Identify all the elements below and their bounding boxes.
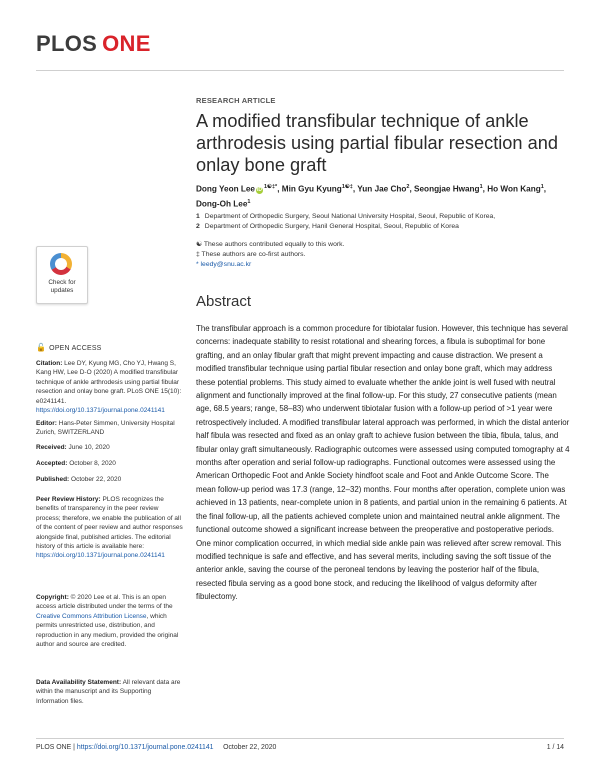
received-block — [36, 443, 184, 452]
accepted-date: October 8, 2020 — [69, 460, 116, 467]
copyright-block — [36, 593, 184, 649]
footer-citation — [36, 744, 276, 751]
peer-review-link[interactable]: https://doi.org/10.1371/journal.pone.0241141 — [36, 552, 165, 560]
abstract-heading: Abstract — [196, 293, 252, 310]
author-name[interactable]: Dong-Oh Lee — [196, 199, 248, 209]
logo-plos: PLOS — [36, 31, 98, 56]
logo-one: ONE — [102, 31, 151, 56]
copyright-text-1: © 2020 Lee et al. This is an open access article distributed under the terms of the — [36, 594, 173, 611]
received-date: June 10, 2020 — [68, 444, 110, 451]
open-lock-icon: 🔓 — [36, 343, 47, 352]
corresponding-email-link[interactable]: * leedy@snu.ac.kr — [196, 261, 252, 268]
check-for-updates-badge[interactable] — [36, 246, 88, 304]
affiliation — [196, 222, 570, 232]
published-block — [36, 475, 184, 484]
citation-label: Citation: — [36, 360, 63, 367]
author-sup: 1 — [540, 184, 544, 190]
author-sup: 1☯‡* — [264, 184, 278, 190]
author-sup: 1☯‡ — [341, 184, 353, 190]
header-divider — [36, 70, 564, 71]
co-first-author-note: ‡ These authors are co-first authors. — [196, 251, 306, 258]
author-notes — [196, 240, 570, 270]
editor-block — [36, 419, 184, 438]
footer-doi-link[interactable]: https://doi.org/10.1371/journal.pone.0241141 — [76, 744, 214, 751]
article-type: RESEARCH ARTICLE — [196, 96, 276, 105]
affiliation-text: Department of Orthopedic Surgery, Seoul National University Hospital, Seoul, Republic of Korea, — [204, 213, 496, 220]
footer-divider — [36, 738, 564, 739]
data-availability-label: Data Availability Statement: — [36, 679, 122, 686]
author-sup: 2 — [406, 184, 410, 190]
published-label: Published: — [36, 476, 70, 483]
article-title: A modified transfibular technique of ankle arthrodesis using partial fibular resection and onlay bone graft — [196, 111, 558, 175]
data-availability-text: All relevant data are within the manuscript and its Supporting Information files. — [36, 679, 181, 705]
plos-one-logo[interactable] — [36, 31, 151, 57]
author-sup: 1 — [247, 198, 251, 205]
page-number: 1 / 14 — [546, 744, 564, 751]
accepted-label: Accepted: — [36, 460, 68, 467]
author-name[interactable]: Min Gyu Kyung — [281, 184, 342, 194]
peer-review-text: PLOS recognizes the benefits of transparency in the peer review process; therefore, we enable the publication of all of the content of peer review and author responses alongside final, published articles. The editorial history of this article is available here: — [36, 496, 183, 551]
badge-label: Check for updates — [48, 279, 76, 294]
affiliation-text: Department of Orthopedic Surgery, Hanil General Hospital, Seoul, Republic of Korea — [204, 223, 459, 230]
accepted-block — [36, 459, 184, 468]
author-name[interactable]: Dong Yeon Lee — [196, 184, 255, 194]
author-name[interactable]: Seongjae Hwang — [414, 184, 480, 194]
affiliation-number: 2 — [196, 223, 200, 230]
data-availability-block — [36, 678, 184, 706]
equal-contribution-note: ☯ These authors contributed equally to this work. — [196, 241, 345, 248]
citation-block — [36, 359, 184, 415]
author-list: Dong Yeon Lee iD $^{1☯\ddagger*}$, Min Gyu Kyung$^{1☯\ddagger}$, Yun Jae Cho$^2$, Seongjae Hwang$^1$, Ho Won Kang$^1$, Dong-Oh Lee$^1$ — [196, 184, 547, 209]
author-name[interactable]: Yun Jae Cho — [357, 184, 407, 194]
footer-journal: PLOS ONE — [36, 744, 72, 751]
footer-separator: | — [73, 744, 75, 751]
copyright-text-2: , which permits unrestricted use, distribution, and reproduction in any medium, provided the original author and source are credited. — [36, 612, 179, 649]
citation-doi-link[interactable]: https://doi.org/10.1371/journal.pone.0241141 — [36, 407, 165, 415]
affiliation — [196, 212, 570, 222]
affiliation-number: 1 — [196, 213, 200, 220]
editor-text: Hans-Peter Simmen, University Hospital Zurich, SWITZERLAND — [36, 420, 175, 437]
footer-date: October 22, 2020 — [223, 744, 277, 751]
cc-license-link[interactable]: Creative Commons Attribution License — [36, 612, 147, 620]
copyright-label: Copyright: — [36, 594, 69, 601]
peer-review-block — [36, 495, 184, 561]
author-sup: 1 — [479, 184, 483, 190]
abstract-text: The transfibular approach is a common procedure for tibiotalar fusion. However, this technique has several concerns: inadequate stability to resist rotational and shearing forces, a fibula is suboptimal for bone grafting, and an onlay fibular graft that might prevent impacting and cause distraction. We present a modified transfibular technique using partial fibular resection and onlay bone graft, which may address these potential problems. This study aimed to evaluate whether the ankle joint is well fused with neutral alignment and functionally improved at the final follow-up. For this study, 27 consecutive patients (mean age, 68.5 years; range, 58–83) who underwent tibiotalar fusion with a follow-up period of >1 year were retrospectively included. A modified transfibular lateral approach was performed, in which the distal anterior half fibula was resected and fixed as an onlay graft to achieve fusion between the tibia, fibula, talus, and fibular onlay graft simultaneously. Radiographic outcomes were assessed using computed tomography at 4 months after operation and serial follow-up radiographs. Functional outcomes were assessed using the American Orthopedic Foot and Ankle Society hindfoot scale and Foot and Ankle Outcome Score. The mean follow-up period was 17.3 (range, 12–32) months. Four months after operation, complete union was achieved in 13 patients, near-complete union in 8 patients, and partial union in the remaining 6 patients. At the final follow-up, all the patients achieved complete union and maintained neutral ankle alignment. The functional outcome showed a significant increase between the preoperative and postoperative periods. One minor complication occurred, in which medial side ankle pain was relieved after screw removal. This modified technique is safe and effective, and has several merits, including saving the soft tissue of the anterior ankle, saving the course of the peroneal tendons by leaving the posterior half of the fibula, resected fibula serving as a good bone stock, and reducing the likelihood of valgus deformity after fibulectomy. — [196, 324, 570, 602]
citation-text: Lee DY, Kyung MG, Cho YJ, Hwang S, Kang HW, Lee D-O (2020) A modified transfibular technique of ankle arthrodesis using partial fibular resection and onlay bone graft. PLoS ONE 15(10): e0241141. — [36, 360, 182, 405]
published-date: October 22, 2020 — [71, 476, 122, 483]
peer-review-label: Peer Review History: — [36, 496, 101, 503]
author-name[interactable]: Ho Won Kang — [487, 184, 541, 194]
editor-label: Editor: — [36, 420, 57, 427]
received-label: Received: — [36, 444, 67, 451]
orcid-icon[interactable]: iD — [257, 186, 262, 193]
open-access-label: 🔓 OPEN ACCESS — [36, 343, 102, 352]
crossmark-icon — [50, 253, 72, 275]
